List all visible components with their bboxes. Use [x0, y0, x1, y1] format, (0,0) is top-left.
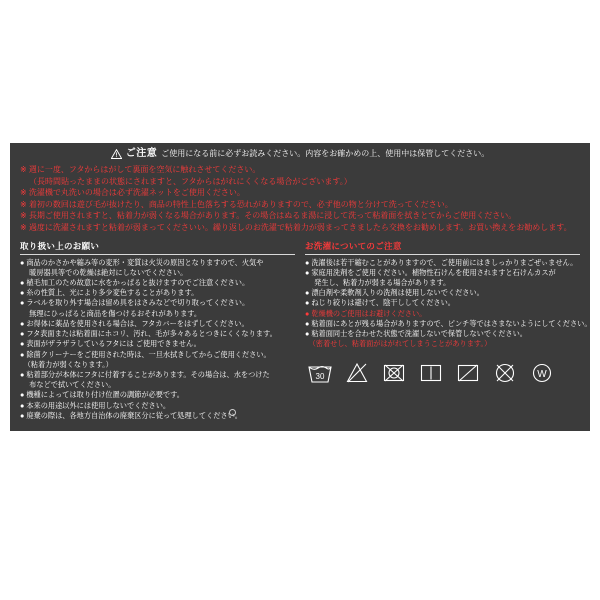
washing-column: [305, 240, 592, 422]
warning-line: （長時間貼ったままの状態にされますと、フタからはがれにくくなる場合がございます。）: [29, 176, 352, 186]
warning-line: ※ 洗濯機で丸洗いの場合は必ず洗濯ネットをご使用ください。: [20, 188, 245, 198]
handling-column: [20, 240, 295, 422]
warning-triangle-icon: [111, 149, 122, 159]
list-item: ● ラベルを取り外す場合は留め具をはさみなどで切り取ってください。: [20, 298, 250, 308]
list-item: ● フタ表面または粘着面にホコリ、汚れ、毛が多々あるとつきにくくなります。: [20, 329, 277, 339]
detail-columns: [10, 238, 590, 432]
no-iron-icon: [455, 360, 481, 386]
list-item: ● 粘着面にあとが残る場合がありますので、ピンチ等ではさまないようにしてください。: [305, 318, 592, 328]
list-item: ● 糸の性質上、光により多少変色することがあります。: [20, 288, 199, 298]
wet-clean-w-icon: [529, 360, 555, 386]
drip-dry-flat-icon: [418, 360, 444, 386]
print-artifact: [229, 409, 236, 416]
list-item: ● 除菌クリーナーをご使用された時は、一旦水拭きしてからご使用ください。: [20, 349, 271, 359]
list-item: （密着せし、粘着面がはがれてしまうことがあります。）: [305, 339, 492, 349]
handling-list: [20, 258, 295, 422]
no-tumble-dry-icon: [381, 360, 407, 386]
warning-line: ※ 週に一度、フタからはがして裏面を空気に触れさせてください。: [20, 165, 261, 174]
warning-line: ※ 着初の数回は遊び毛が抜けたり、商品の特性上色落ちする恐れがありますので、必ず他の物と分けて洗ってください。: [20, 199, 453, 209]
list-item: ● 機種によっては取り付け位置の調節が必要です。: [20, 390, 184, 400]
list-item: 発生し、粘着力が弱まる場合があります。: [305, 278, 451, 287]
handling-title: 取り扱い上のお願い: [20, 240, 295, 255]
list-item: ● 漂白剤や柔軟剤入りの洗剤は使用しないでください。: [305, 288, 484, 298]
list-item: ● 表面がザラザラしているフタには ご使用できません。: [20, 339, 201, 349]
list-item: ● 粘着面同士を合わせた状態で洗濯しないで保管しないでください。: [305, 329, 527, 339]
warning-list: [10, 164, 590, 238]
list-item: ● 洗濯後は若干縮むことがありますので、ご使用前にはきしっかりまごぜぃません。: [305, 257, 578, 267]
washing-title: お洗濯についてのご注意: [305, 240, 580, 255]
list-item: ● 家庭用洗剤をご使用ください。植物性石けんを使用されますと石けんカスが: [305, 267, 556, 277]
svg-text:W: W: [537, 368, 547, 380]
list-item: ● 廃棄の際は、各地方自治体の廃棄区分に従って処理してください。: [20, 410, 242, 420]
list-item: ● お得体に薬品を使用される場合は、フタカバーをはずしてください。: [20, 318, 249, 328]
no-dry-clean-icon: [492, 360, 518, 386]
caution-header: [10, 143, 590, 164]
list-item: ● 本来の用途以外には使用しないでください。: [20, 400, 171, 410]
wash-30-icon: [307, 360, 333, 386]
caution-title: ご注意: [125, 148, 158, 159]
caution-panel: [10, 143, 590, 431]
list-item: 布などで拭いてください。: [20, 380, 116, 390]
list-item: ● 商品のかさかや縮み等の変形・変質は火災の原因となりますので、火気や: [20, 257, 264, 267]
warning-line: ※ 長期ご使用されますと、粘着力が弱くなる場合があります。その場合はぬるま湯に浸して洗って粘着面を拭きとてからご使用ください。: [20, 211, 517, 221]
list-item: ● 粘着部分が本体にフタに付着することがあります。その場合は、水をつけた: [20, 369, 270, 379]
list-item: 暖房器具等での乾燥は絶対にしないでください。: [20, 267, 188, 277]
list-item: （粘着力が弱くなります。）: [20, 359, 113, 369]
list-item: 無理にひっぱると商品を傷つけるおそれがあります。: [20, 308, 202, 318]
warning-line: ※ 過度に洗濯されますと粘着が弱まってくださいい。繰り返しのお洗濯で粘着力が弱まってきましたら交換をお勧めします。お買い換えをお勧めします。: [20, 222, 572, 232]
list-item: ● 植毛加工のため故意に水をかっぱると抜けますのでご注意ください。: [20, 278, 250, 287]
care-symbol-row: [305, 358, 580, 386]
no-bleach-icon: [344, 360, 370, 386]
caution-subtitle: ご使用になる前に必ずお読みください。内容をお確かめの上、使用中は保管してください。: [161, 149, 490, 159]
list-item: ● ねじり絞りは避けて、陰干ししてください。: [305, 298, 455, 308]
svg-text:30: 30: [315, 371, 325, 381]
washing-list: [305, 257, 592, 350]
list-item: ● 乾燥機のご使用はお避けください。: [305, 308, 427, 318]
